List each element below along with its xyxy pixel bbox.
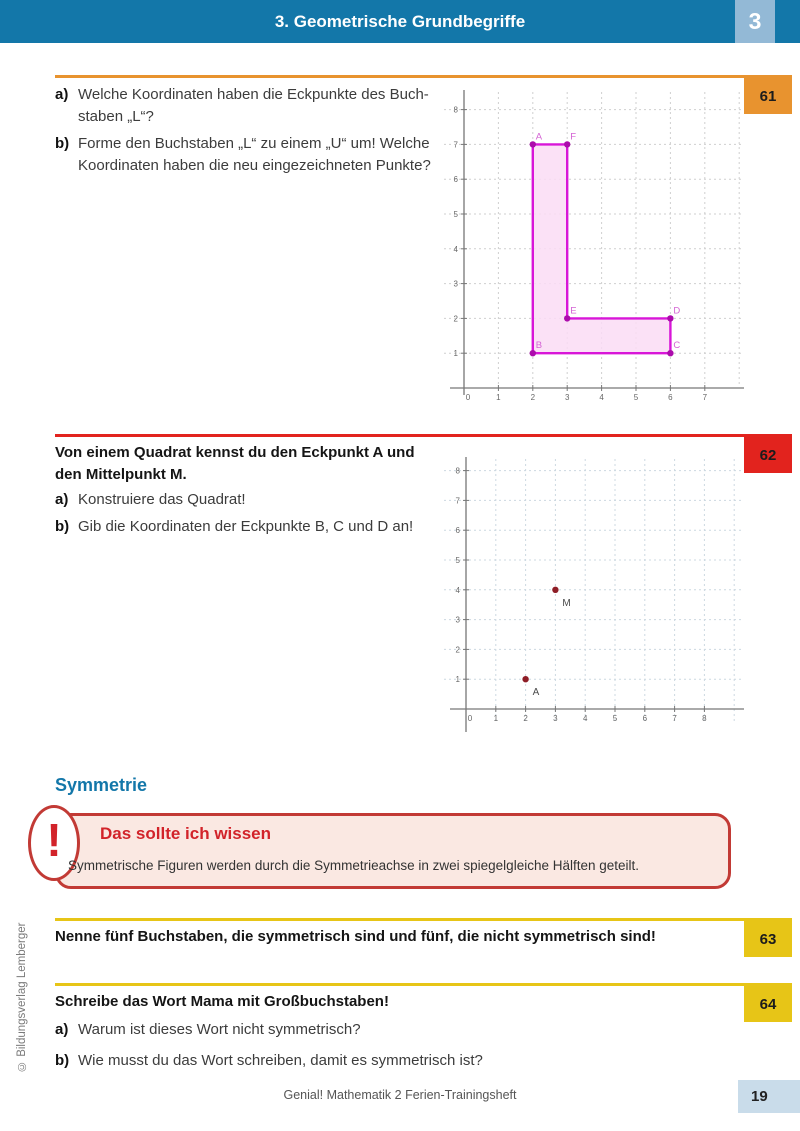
svg-text:B: B [535,340,543,352]
svg-text:6: 6 [455,526,460,536]
coordinate-grid-letter-l-chart [440,88,750,403]
svg-text:2: 2 [530,393,536,402]
item-label: a) [55,1021,69,1038]
item-label: b) [55,1052,70,1069]
svg-text:8: 8 [455,466,460,476]
exercise-64-statement: Schreibe das Wort Mama mit Großbuchstaben! [55,993,389,1010]
item-line: Warum ist dieses Wort nicht symmetrisch? [78,1021,361,1038]
svg-text:1: 1 [496,393,501,402]
svg-text:A: A [532,687,540,699]
exercise-61-item-b [55,133,455,177]
svg-text:3: 3 [564,393,570,402]
exercise-62-item-a [55,489,455,511]
item-line: Wie musst du das Wort schreiben, damit es symmetrisch ist? [78,1052,483,1069]
svg-text:3: 3 [453,279,458,289]
exercise-62-intro [55,442,455,486]
svg-text:F: F [570,131,577,143]
svg-text:6: 6 [453,175,458,185]
page-number-badge: 19 [738,1080,800,1113]
svg-text:1: 1 [493,714,499,723]
chapter-title: 3. Geometrische Grundbegriffe [274,12,526,31]
exercise-62-items [55,489,455,543]
svg-text:8: 8 [453,105,458,115]
svg-text:2: 2 [523,714,528,723]
item-label: b) [55,518,70,535]
intro-line: den Mittelpunkt M. [55,466,187,483]
svg-text:E: E [570,305,577,317]
svg-text:4: 4 [599,393,604,402]
item-line: staben „L“? [78,108,154,125]
item-text [78,1050,483,1072]
svg-text:M: M [562,597,571,609]
item-line: Forme den Buchstaben „L“ zu einem „U“ um! Welche [78,135,430,152]
svg-text:0: 0 [465,393,471,402]
svg-text:0: 0 [467,714,473,723]
exercise-64-items [55,1019,655,1077]
exercise-64-item-b [55,1050,655,1072]
exercise-63-number-badge: 63 [744,921,792,957]
svg-text:8: 8 [702,714,707,723]
publisher-copyright: © Bildungsverlag Lemberger [16,922,28,1072]
svg-text:5: 5 [612,714,618,723]
svg-text:2: 2 [453,314,458,324]
exercise-64-number-badge: 64 [744,986,792,1022]
intro-line: Von einem Quadrat kennst du den Eckpunkt A und [55,444,415,461]
exercise-64-divider [55,983,792,986]
exercise-61-item-a [55,84,455,128]
svg-text:3: 3 [553,714,558,723]
svg-text:7: 7 [672,714,677,723]
item-label: a) [55,491,69,508]
book-title: Genial! Mathematik 2 Ferien-Trainingsheft [283,1088,517,1102]
svg-text:4: 4 [453,244,458,254]
exercise-64-item-a [55,1019,655,1041]
svg-text:D: D [673,305,681,317]
exercise-61-divider [55,75,792,78]
svg-text:1: 1 [455,675,460,685]
svg-text:5: 5 [455,556,460,565]
item-line: Gib die Koordinaten der Eckpunkte B, C und D an! [78,518,414,535]
svg-text:4: 4 [455,585,460,595]
svg-text:5: 5 [453,210,458,219]
exercise-62-item-b [55,516,455,538]
svg-text:7: 7 [702,393,708,402]
item-label: b) [55,135,70,152]
info-box-body: Symmetrische Figuren werden durch die Symmetrieachse in zwei spiegelgleiche Hälften geteilt. [68,858,640,873]
section-heading-symmetrie: Symmetrie [55,775,148,795]
exercise-62-divider [55,434,792,437]
item-text [78,489,246,511]
svg-text:C: C [673,340,681,352]
svg-text:3: 3 [455,615,460,625]
svg-text:A: A [535,131,543,143]
item-label: a) [55,86,69,103]
svg-text:1: 1 [453,349,458,359]
item-line: Welche Koordinaten haben die Eckpunkte des Buch- [78,86,429,103]
chapter-number-tab: 3 [735,0,775,43]
info-box-title: Das sollte ich wissen [100,824,272,843]
svg-text:7: 7 [455,496,460,506]
svg-text:2: 2 [455,645,460,655]
svg-text:4: 4 [582,714,588,723]
exercise-62-number-badge: 62 [744,437,792,473]
item-text [78,133,431,177]
svg-text:7: 7 [453,140,458,150]
exclamation-icon: ! [28,805,80,881]
page-header [0,0,800,43]
item-text [78,84,429,128]
svg-text:6: 6 [642,714,648,723]
item-line: Koordinaten haben die neu eingezeichneten Punkte? [78,157,431,174]
exercise-61-items [55,84,455,182]
item-text [78,1019,361,1041]
svg-text:6: 6 [668,393,673,402]
exercise-63-statement: Nenne fünf Buchstaben, die symmetrisch sind und fünf, die nicht symmetrisch sind! [55,928,656,945]
item-text [78,516,413,538]
exercise-61-number-badge: 61 [744,78,792,114]
item-line: Konstruiere das Quadrat! [78,491,246,508]
coordinate-grid-points-chart [440,455,750,740]
exercise-63-divider [55,918,792,921]
svg-text:5: 5 [633,393,639,402]
